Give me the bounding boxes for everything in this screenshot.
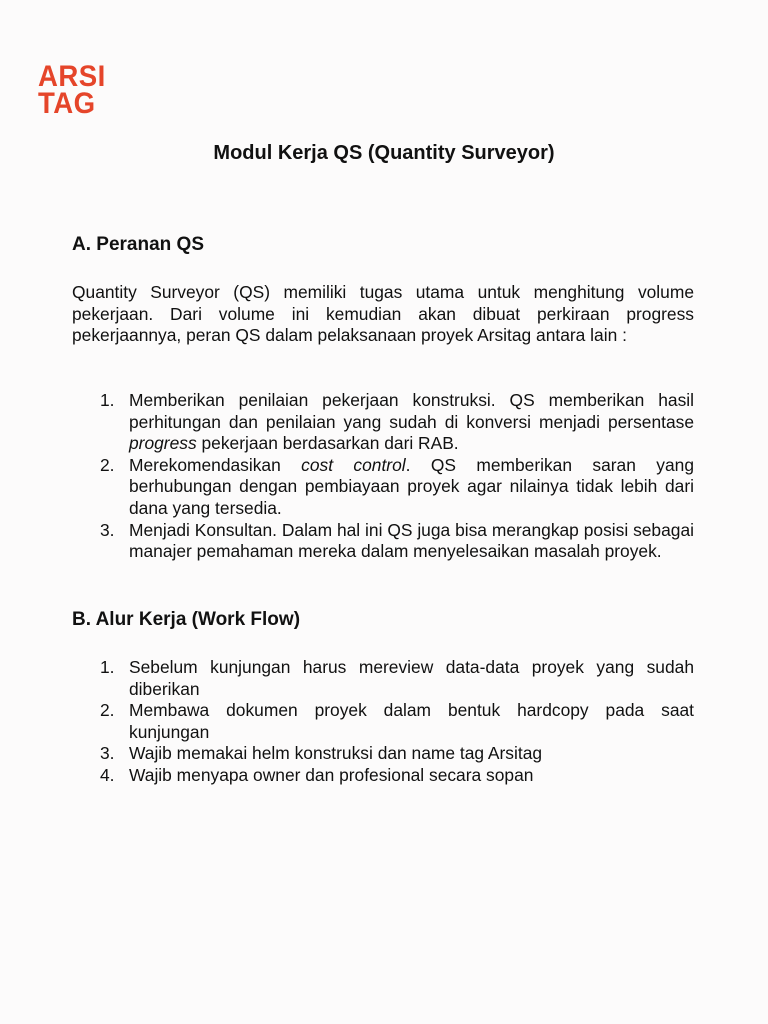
list-item bbox=[72, 520, 694, 563]
list-item bbox=[72, 455, 694, 520]
section-b-heading: B. Alur Kerja (Work Flow) bbox=[72, 609, 301, 630]
section-a-heading: A. Peranan QS bbox=[72, 234, 204, 255]
list-item-text-tail: pekerjaan berdasarkan dari RAB. bbox=[196, 433, 459, 454]
list-item-number: 1. bbox=[100, 657, 115, 677]
page-title: Modul Kerja QS (Quantity Surveyor) bbox=[213, 142, 555, 164]
logo-line-1: ARSI bbox=[38, 60, 106, 93]
arsitag-logo bbox=[38, 60, 106, 120]
logo-line-2: TAG bbox=[38, 87, 96, 120]
section-b-list bbox=[72, 657, 694, 787]
list-item-number: 3. bbox=[100, 519, 115, 540]
list-item-emphasis: progress bbox=[129, 433, 197, 454]
list-item-text: Sebelum kunjungan harus mereview data-data proyek yang sudah diberikan bbox=[129, 657, 694, 699]
list-item-text: Membawa dokumen proyek dalam bentuk hardcopy pada saat kunjungan bbox=[129, 700, 694, 742]
list-item-text: Memberikan penilaian pekerjaan konstruksi. QS memberikan hasil perhitungan dan penilaian yang sudah di konversi menjadi persentase bbox=[129, 390, 694, 432]
list-item-text: Wajib memakai helm konstruksi dan name tag Arsitag bbox=[129, 743, 543, 764]
list-item-number: 1. bbox=[100, 390, 115, 410]
list-item bbox=[72, 765, 694, 787]
list-item bbox=[72, 700, 694, 743]
list-item-text: Merekomendasikan bbox=[129, 454, 302, 475]
list-item-number: 2. bbox=[100, 454, 115, 475]
list-item-text: Menjadi Konsultan. Dalam hal ini QS juga bisa merangkap posisi sebagai manajer pemahaman mereka dalam menyelesaikan masalah proyek. bbox=[129, 519, 694, 562]
list-item bbox=[72, 743, 694, 765]
list-item bbox=[72, 390, 694, 455]
list-item-number: 3. bbox=[100, 743, 115, 764]
list-item-number: 4. bbox=[100, 764, 115, 785]
list-item-text-tail: . QS memberikan saran yang berhubungan dengan pembiayaan proyek agar nilainya tidak lebih dari dana yang tersedia. bbox=[129, 454, 694, 518]
list-item bbox=[72, 657, 694, 700]
section-a-list bbox=[72, 390, 694, 563]
section-a-paragraph: Quantity Surveyor (QS) memiliki tugas utama untuk menghitung volume pekerjaan. Dari volume ini kemudian akan dibuat perkiraan progress pekerjaannya, peran QS dalam pelaksanaan proyek Arsitag antara lain : bbox=[72, 282, 694, 346]
list-item-text: Wajib menyapa owner dan profesional secara sopan bbox=[129, 764, 534, 785]
list-item-number: 2. bbox=[100, 700, 115, 721]
list-item-emphasis: cost control bbox=[301, 454, 406, 475]
